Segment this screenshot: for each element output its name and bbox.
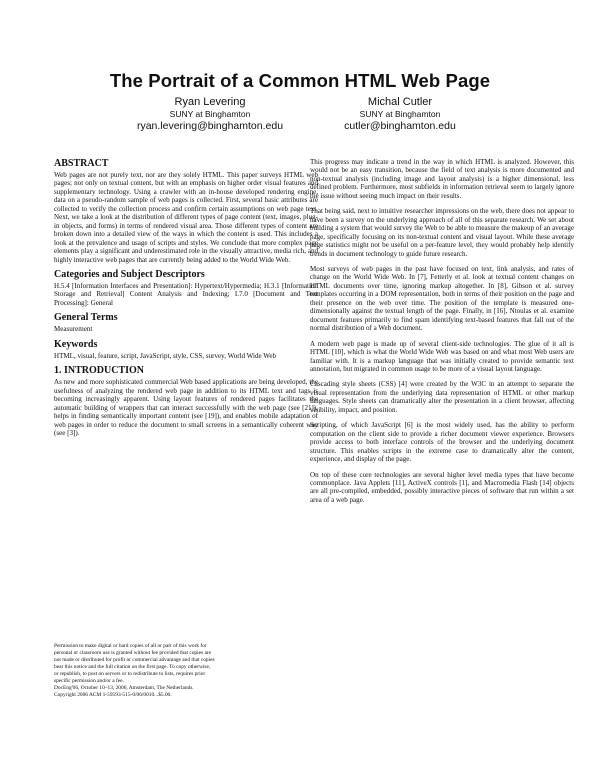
author-email: cutler@binghamton.edu (344, 120, 456, 132)
author-affiliation: SUNY at Binghamton (169, 109, 251, 119)
terms-text: Measurement (54, 325, 93, 334)
author-affiliation: SUNY at Binghamton (359, 109, 441, 119)
introduction-heading: 1. INTRODUCTION (54, 365, 145, 377)
footnote-line: DocEng'06, October 10–13, 2006, Amsterdam, The Netherlands. (54, 685, 194, 691)
author-email: ryan.levering@binghamton.edu (136, 120, 284, 132)
categories-text: H.5.4 [Information Interfaces and Presentation]: Hypertext/Hypermedia; H.3.1 [Information Storage and Retrieval] Content Analysis and Indexing; I.7.0 [Document and Text Processing]: General (54, 281, 318, 307)
body-paragraph: That being said, next to intuitive researcher impressions on the web, there does not appear to have been a survey on the underlying approach of all of this separate research. We set about building a system that would survey the Web to be able to measure the makeup of an average page, specifically focusing on its non-textual content and visual layout. While these average page statistics might not be useful on a per-feature level, they would probably help identify trends in document technology to guide future research. (310, 207, 574, 258)
right-column (310, 158, 574, 511)
categories-heading: Categories and Subject Descriptors (54, 268, 205, 280)
terms-heading: General Terms (54, 312, 118, 324)
footnote-line: or republish, to post on servers or to redistribute to lists, requires prior (54, 671, 206, 677)
body-paragraph: A modern web page is made up of several client-side technologies. The glue of it all is HTML [10], which is what the World Wide Web was based on and what most Web users are familiar with. It is a markup language that was initially created to provide semantic text annotation, but migrated in common usage to be more of a visual layout language. (310, 339, 574, 373)
footnote-line: not made or distributed for profit or commercial advantage and that copies (54, 657, 215, 663)
paper-title: The Portrait of a Common HTML Web Page (109, 70, 491, 91)
introduction-text: As new and more sophisticated commercial Web based applications are being developed, the usefulness of analyzing the rendered web page in addition to its HTML text and tags is becoming increasingly apparent. Using layout features of rendered pages facilitates the automatic building of wrappers that can interact successfully with the web page (see [21]), helps in finding semantically important content (see [19]), and enables mobile adaptation of web pages in order to reduce the document to small screens in a semantically coherent way (see [3]). (54, 378, 318, 437)
body-paragraph: Cascading style sheets (CSS) [4] were created by the W3C in an attempt to separate the visual representation from the underlying data representation of HTML or other markup languages. Style sheets can dramatically alter the presentation in a client browser, affecting visibility, impact, and position. (310, 380, 574, 414)
abstract-text: Web pages are not purely text, nor are they solely HTML. This paper surveys HTML web pages; not only on textual content, but with an emphasis on higher order visual features and supplementary technology. Using a crawler with an in-house developed rendering engine, data on a pseudo-random sample of web pages is collected. First, several basic attributes are collected to verify the collection process and confirm certain assumptions on web page text. Next, we take a look at the distribution of different types of page content (text, images, plug-in objects, and forms) in terms of rendered visual area. Those different types of content are broken down into a detailed view of the ways in which the content is used. This includes a look at the prevalence and usage of scripts and styles. We conclude that more complex page elements play a significant and underestimated role in the visually attractive, media rich, and highly interactive web pages that are currently being added to the World Wide Web. (54, 171, 318, 264)
keywords-text: HTML, visual, feature, script, JavaScript, style, CSS, survey, World Wide Web (54, 351, 277, 360)
categories-section (54, 269, 318, 360)
footnote-line: bear this notice and the full citation on the first page. To copy otherwise, (54, 664, 211, 670)
author-name: Ryan Levering (174, 96, 246, 108)
footnote-line: Copyright 2006 ACM 1-59593-515-0/06/0010...$5.00. (54, 692, 172, 698)
footnote-line: specific permission and/or a fee. (54, 678, 124, 684)
left-column (54, 158, 318, 442)
author-1 (100, 96, 320, 132)
body-paragraph: Scripting, of which JavaScript [6] is the most widely used, has the ability to perform computation on the client side to provide a richer document viewer experience. Browsers provide access to both interface controls of the browser and the underlying document structure. This enables scripts in the extreme case to dramatically alter the content, experience, and display of the page. (310, 421, 574, 464)
copyright-footnote (54, 643, 314, 699)
footnote-line: Permission to make digital or hard copies of all or part of this work for (54, 643, 207, 649)
footnote-line: personal or classroom use is granted without fee provided that copies are (54, 650, 212, 656)
body-paragraph: This progress may indicate a trend in the way in which HTML is analyzed. However, this would not be an easy transition, because the field of text analysis is more documented and non-textual analysis (including image and layout analysis) is a higher dimensional, less defined problem. Furthermore, most subfields in information retrieval seem to largely ignore the issue without seeing much impact on their results. (310, 158, 574, 200)
body-paragraph: Most surveys of web pages in the past have focused on text, link analysis, and rates of change on the World Wide Web. In [7], Fetterly et al. look at textual content changes on HTML documents over time, ignoring markup altogether. In [8], Gibson et al. survey templates occurring in a DOM representation, both in terms of their position on the page and their presence on the web over time. The position of the template is measured one-dimensionally against the textual length of the page. Finally, in [16], Ntoulas et al. examine document features primarily to find spam identifying text-based features that fall out of the normal distribution of a Web document. (310, 264, 574, 333)
keywords-heading: Keywords (54, 338, 98, 350)
author-name: Michal Cutler (367, 96, 433, 108)
body-paragraph: On top of these core technologies are several higher level media types that have become commonplace. Java Applets [11], ActiveX controls [1], and Macromedia Flash [14] objects are all pre-compiled, embedded, possibly interactive pieces of software that run within a set area of a web page. (310, 470, 574, 504)
abstract-heading: ABSTRACT (54, 158, 109, 169)
author-2 (290, 96, 510, 132)
